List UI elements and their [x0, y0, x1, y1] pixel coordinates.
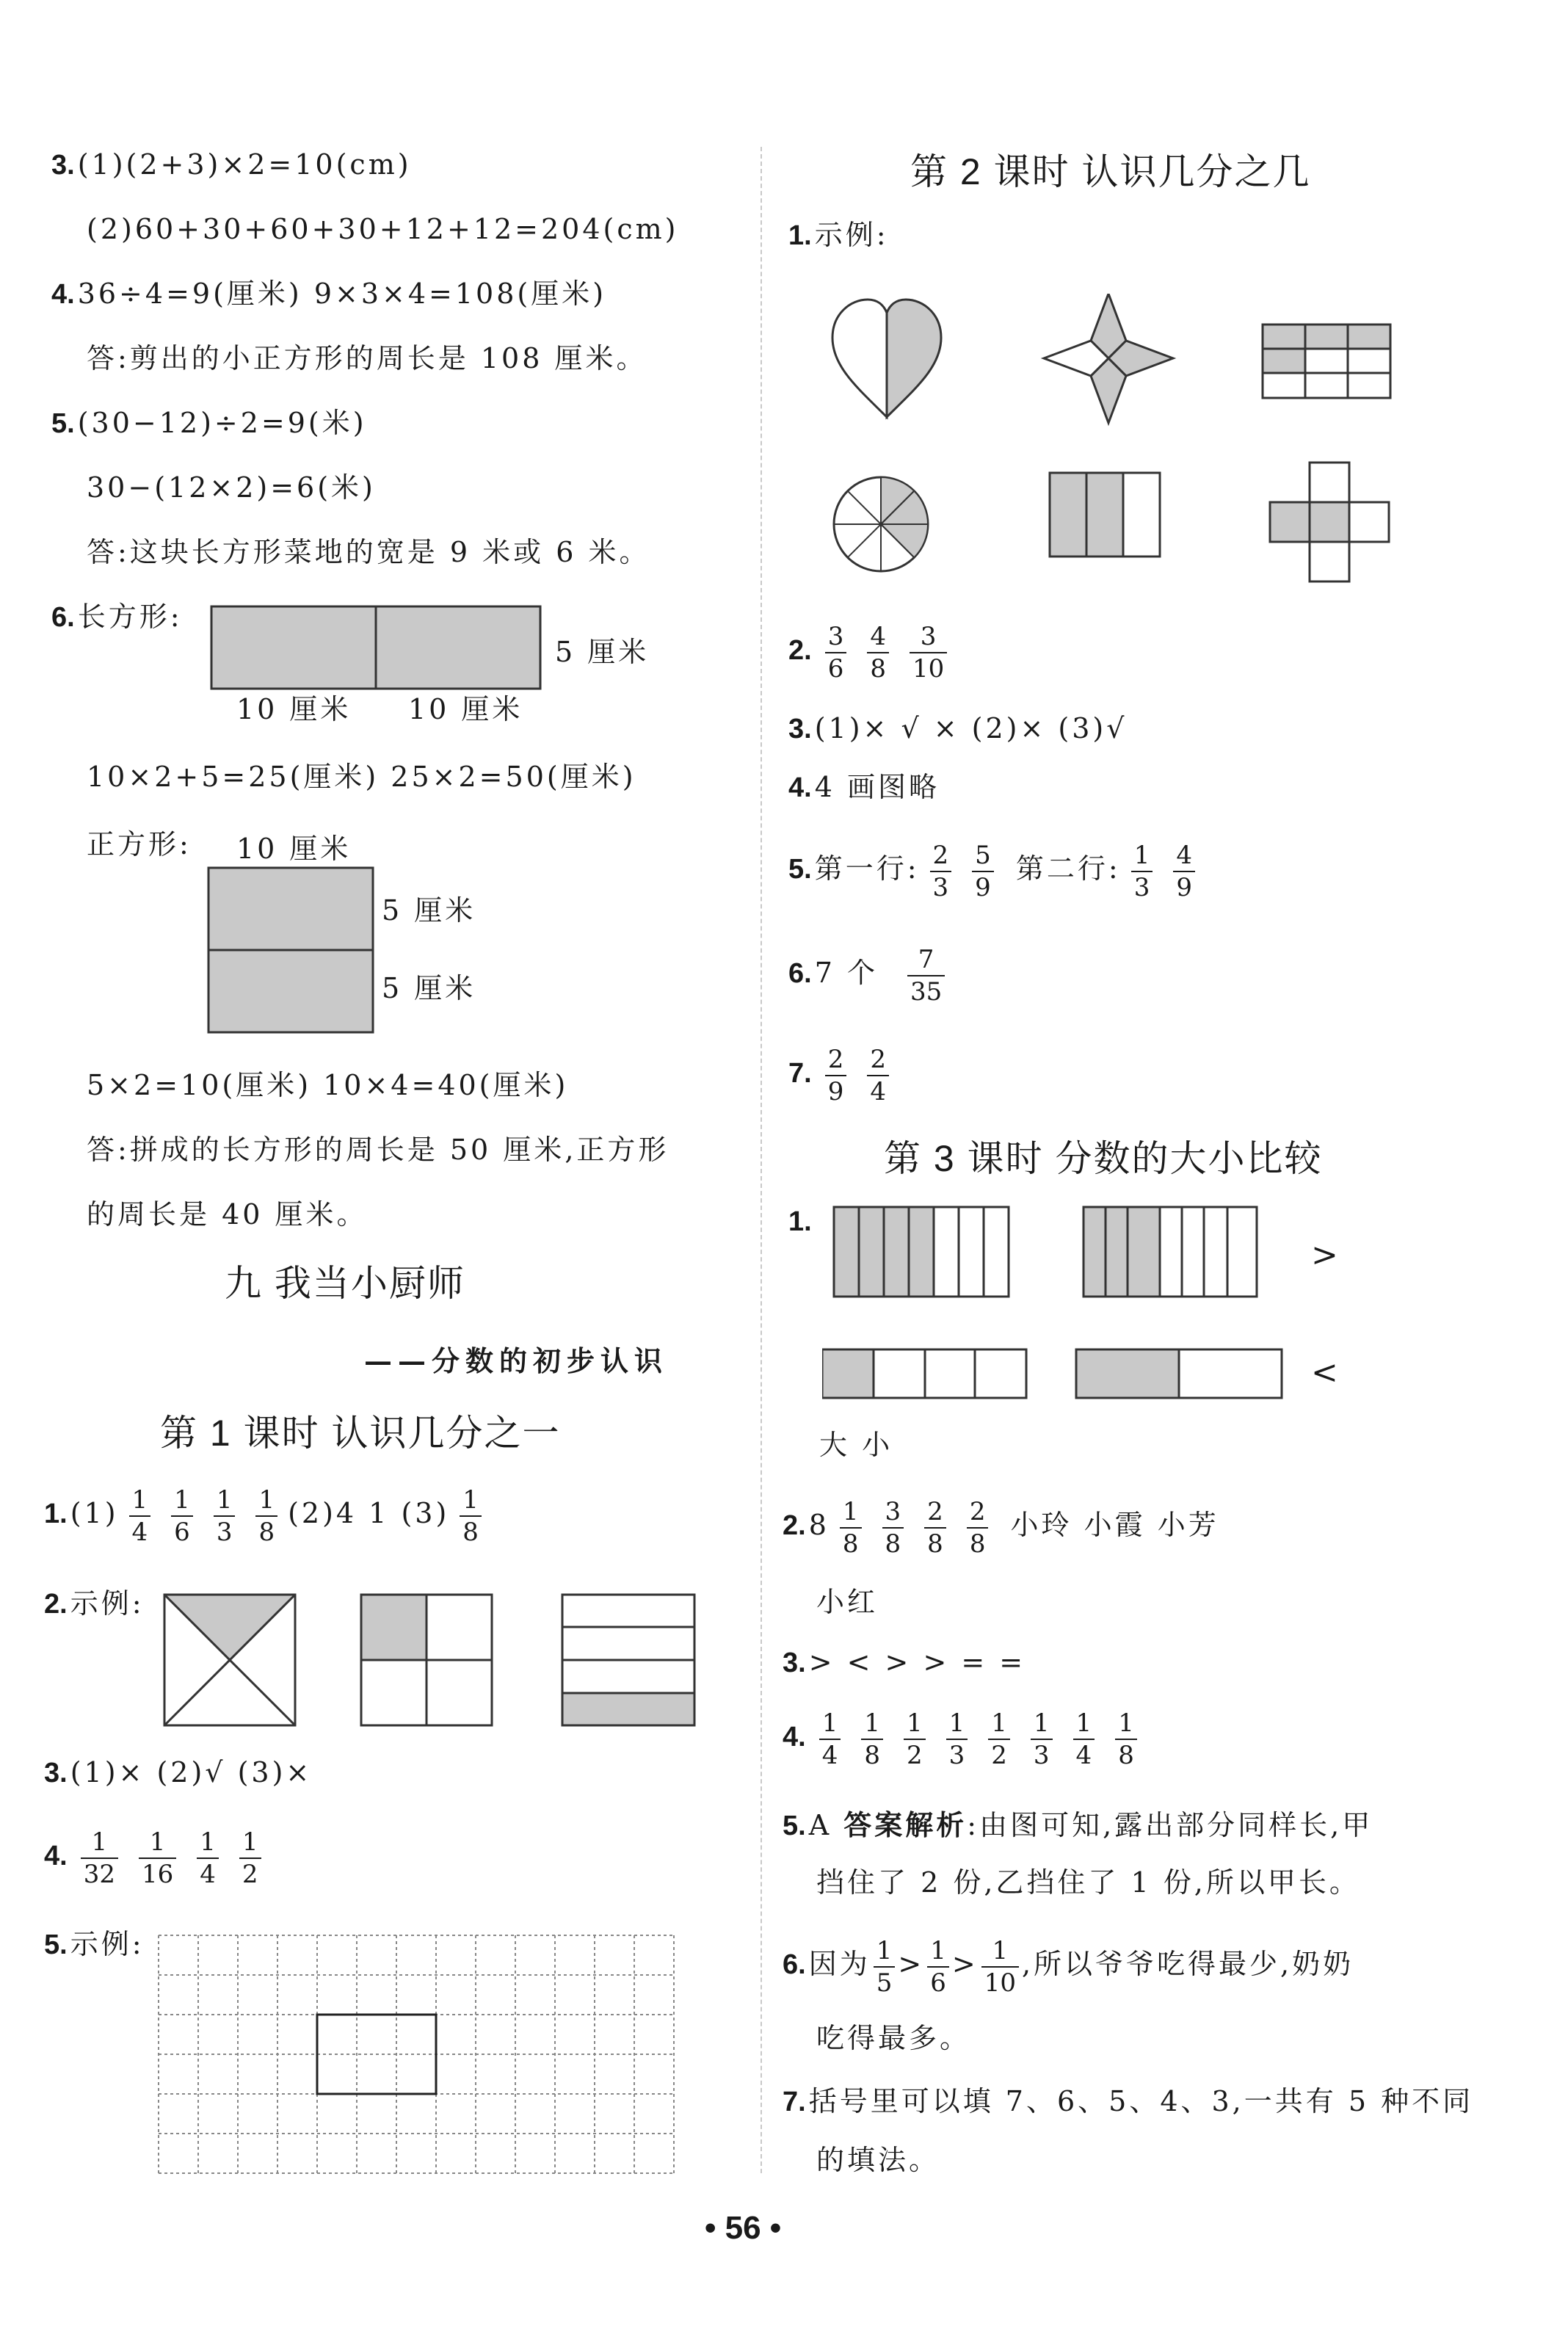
fraction: $\frac{3}{8}$ — [882, 1496, 904, 1559]
l3-q2: 2. 8 $\frac{1}{8}$ $\frac{3}{8}$ $\frac{2}{8}$ $\frac{2}{8}$ 小玲 小霞 小芳 — [783, 1496, 1219, 1559]
bar-bottom-left — [822, 1349, 1026, 1398]
l2-q3: 3. (1)× √ × (2)× (3)√ — [788, 712, 1128, 744]
bar-bottom-right — [1076, 1349, 1282, 1398]
l1-q3: 3. (1)× (2)√ (3)× — [44, 1756, 313, 1788]
l3-q5-cont: 挡住了 2 份,乙挡住了 1 份,所以甲长。 — [816, 1866, 1360, 1899]
fraction: $\frac{1}{8}$ — [1115, 1708, 1137, 1771]
square-dim-1: 5 厘米 — [382, 894, 476, 927]
left-q6-calc1: 10×2+5=25(厘米) 25×2=50(厘米) — [87, 761, 636, 793]
fraction: $\frac{1}{3}$ — [1131, 840, 1153, 903]
left-q3-line1: 3. (1)(2+3)×2=10(cm) — [51, 148, 412, 181]
l2-q7: 7. $\frac{2}{9}$ $\frac{2}{4}$ — [788, 1040, 899, 1107]
l3-q6-cont: 吃得最多。 — [816, 2022, 971, 2054]
square-quarters-diagram — [361, 1595, 492, 1725]
fraction: $\frac{1}{2}$ — [988, 1708, 1010, 1771]
unit-subtitle: ——分数的初步认识 — [364, 1344, 669, 1377]
fraction: $\frac{2}{8}$ — [967, 1496, 989, 1559]
l3-q4: 4. $\frac{1}{4}$ $\frac{1}{8}$ $\frac{1}{2}$ $\frac{1}{3}$ $\frac{1}{2}$ $\frac{1}{3}$ $\frac{1}{4}$ $\frac{1}{8}$ — [783, 1703, 1147, 1771]
square-diagram — [207, 866, 376, 1035]
fraction: $\frac{2}{3}$ — [930, 840, 952, 903]
fraction: $\frac{2}{4}$ — [867, 1044, 889, 1107]
heart-diagram — [832, 300, 941, 417]
l2-q1-diagrams — [830, 294, 1417, 587]
rectangle-diagram — [210, 605, 545, 693]
l1-q5-label: 5. 示例: — [44, 1928, 145, 1960]
fraction: $\frac{7}{35}$ — [907, 944, 945, 1007]
left-q5-line2: 30−(12×2)=6(米) — [87, 471, 376, 504]
fraction: $\frac{1}{4}$ — [129, 1485, 151, 1548]
rect-dim-bottom-2: 10 厘米 — [408, 693, 523, 725]
l3-q7: 7. 括号里可以填 7、6、5、4、3,一共有 5 种不同 — [783, 2085, 1474, 2117]
fraction: $\frac{1}{10}$ — [981, 1935, 1019, 1998]
fraction: $\frac{2}{9}$ — [825, 1044, 847, 1107]
l1-q1: 1. (1) $\frac{1}{4}$ $\frac{1}{6}$ $\frac{1}{3}$ $\frac{1}{8}$ (2)4 1 (3) $\frac{1}{8}$ — [44, 1480, 492, 1548]
fraction: $\frac{4}{9}$ — [1173, 840, 1195, 903]
l2-q6: 6. 7 个 $\frac{7}{35}$ — [788, 940, 955, 1007]
fraction: $\frac{1}{32}$ — [81, 1827, 118, 1890]
lesson-1-title: 第 1 课时 认识几分之一 — [160, 1413, 561, 1454]
l3-q1-bars — [822, 1204, 1292, 1410]
left-q5-answer: 答:这块长方形菜地的宽是 9 米或 6 米。 — [87, 536, 650, 568]
l2-q4: 4. 4 画图略 — [788, 771, 940, 803]
rect-dim-right: 5 厘米 — [555, 636, 650, 668]
bar-fifths-top-left — [834, 1207, 1009, 1297]
l3-q3: 3. > < > > = = — [783, 1646, 1026, 1678]
fraction: $\frac{1}{8}$ — [460, 1485, 482, 1548]
l1-q2-diagrams — [161, 1592, 705, 1731]
fraction: $\frac{4}{8}$ — [867, 621, 889, 684]
fraction: $\frac{1}{4}$ — [197, 1827, 219, 1890]
rect-dim-bottom-1: 10 厘米 — [236, 693, 352, 725]
left-q4-answer: 答:剪出的小正方形的周长是 108 厘米。 — [87, 342, 647, 374]
l1-q4: 4. $\frac{1}{32}$ $\frac{1}{16}$ $\frac{1}{4}$ $\frac{1}{2}$ — [44, 1822, 272, 1890]
square-dim-top: 10 厘米 — [236, 833, 352, 865]
grid-rect-diagram — [1263, 325, 1390, 398]
fraction: $\frac{1}{2}$ — [904, 1708, 926, 1771]
fraction: $\frac{2}{8}$ — [924, 1496, 946, 1559]
unit-title: 九 我当小厨师 — [225, 1263, 465, 1304]
fraction: $\frac{1}{8}$ — [840, 1496, 862, 1559]
fraction: $\frac{3}{10}$ — [910, 621, 947, 684]
left-q6-calc2: 5×2=10(厘米) 10×4=40(厘米) — [87, 1069, 569, 1101]
lesson-3-title: 第 3 课时 分数的大小比较 — [884, 1138, 1323, 1179]
fraction: $\frac{1}{2}$ — [239, 1827, 261, 1890]
l2-q1-label: 1. 示例: — [788, 219, 889, 251]
square-label: 正方形: — [87, 828, 192, 860]
l3-q5: 5. A 答案解析:由图可知,露出部分同样长,甲 — [783, 1809, 1373, 1841]
left-q3-line2: (2)60+30+60+30+12+12=204(cm) — [87, 213, 679, 245]
fraction: $\frac{1}{5}$ — [874, 1935, 896, 1998]
fraction: $\frac{1}{6}$ — [927, 1935, 949, 1998]
left-q6-answer-2: 的周长是 40 厘米。 — [87, 1198, 368, 1231]
fraction: $\frac{1}{16}$ — [139, 1827, 176, 1890]
grid-diagram — [156, 1932, 677, 2175]
l2-q5: 5. 第一行: $\frac{2}{3}$ $\frac{5}{9}$ 第二行: $\frac{1}{3}$ $\frac{4}{9}$ — [788, 836, 1205, 903]
l3-q1-number: 1. — [788, 1206, 812, 1237]
rect-strips-diagram — [562, 1595, 694, 1725]
fraction: $\frac{1}{8}$ — [255, 1485, 277, 1548]
compare-lt: < — [1311, 1354, 1341, 1391]
square-dim-2: 5 厘米 — [382, 972, 476, 1004]
fraction: $\frac{1}{4}$ — [819, 1708, 841, 1771]
bar-top-right — [1084, 1207, 1257, 1297]
l3-q6: 6. 因为 $\frac{1}{5}$ > $\frac{1}{6}$ > $\frac{1}{10}$ ,所以爷爷吃得最少,奶奶 — [783, 1935, 1354, 1998]
square-x-diagram — [164, 1595, 295, 1725]
left-q4-line1: 4. 36÷4=9(厘米) 9×3×4=108(厘米) — [51, 278, 607, 310]
fraction: $\frac{1}{3}$ — [1031, 1708, 1053, 1771]
fraction: $\frac{1}{3}$ — [946, 1708, 968, 1771]
left-q5-line1: 5. (30−12)÷2=9(米) — [51, 407, 367, 439]
compare-gt: > — [1311, 1236, 1341, 1274]
fraction: $\frac{1}{3}$ — [214, 1485, 236, 1548]
three-part-rect-diagram — [1050, 473, 1160, 557]
page-number: • 56 • — [705, 2210, 782, 2246]
l3-q7-cont: 的填法。 — [816, 2144, 940, 2176]
lesson-2-title: 第 2 课时 认识几分之几 — [910, 151, 1311, 192]
fraction: $\frac{1}{4}$ — [1073, 1708, 1095, 1771]
fraction: $\frac{1}{6}$ — [171, 1485, 193, 1548]
fraction: $\frac{1}{8}$ — [861, 1708, 883, 1771]
l2-q2: 2. $\frac{3}{6}$ $\frac{4}{8}$ $\frac{3}{10}$ — [788, 617, 957, 684]
fraction: $\frac{5}{9}$ — [972, 840, 994, 903]
l1-q2-label: 2. 示例: — [44, 1587, 145, 1620]
fraction: $\frac{3}{6}$ — [825, 621, 847, 684]
left-q6-label: 6. 长方形: — [51, 601, 183, 633]
cross-net-diagram — [1270, 463, 1389, 581]
l3-q1-footer: 大 小 — [819, 1429, 893, 1461]
l3-q2-cont: 小红 — [816, 1586, 879, 1618]
left-q6-answer-1: 答:拼成的长方形的周长是 50 厘米,正方形 — [87, 1134, 669, 1166]
circle-diagram — [834, 477, 928, 571]
star-diagram — [1044, 294, 1173, 423]
column-divider — [761, 147, 762, 2173]
